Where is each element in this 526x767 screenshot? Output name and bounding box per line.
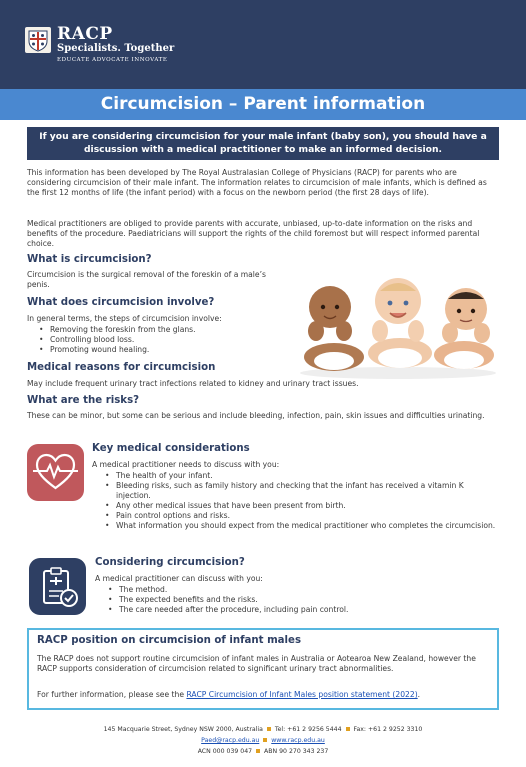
footer-email-link[interactable]: Paed@racp.edu.au [201, 737, 260, 744]
position-statement-box [27, 628, 499, 710]
clipboard-check-icon [29, 558, 86, 615]
separator-icon [263, 738, 267, 742]
separator-icon [346, 727, 350, 731]
logo-title: RACP [57, 24, 113, 44]
what-is-text: Circumcision is the surgical removal of the foreskin of a male’s penis. [27, 270, 266, 289]
intro-paragraph-2: Medical practitioners are obliged to provide parents with accurate, unbiased, up-to-date information on the risks and benefits of the procedure. Paediatricians will support the rights of the child foremost but will respect informed parental choice. [27, 219, 480, 248]
list-item: • The health of your infant. [103, 471, 498, 481]
key-considerations-lead: A medical practitioner needs to discuss with you: [92, 460, 280, 469]
involve-lead: In general terms, the steps of circumcision involve: [27, 314, 222, 323]
list-item: • What information you should expect from the medical practitioner who completes the circumcision. [103, 521, 498, 531]
involve-heading: What does circumcision involve? [27, 297, 215, 308]
babies-illustration [296, 265, 501, 380]
racp-crest-icon [25, 27, 51, 53]
list-item: • Promoting wound healing. [37, 345, 287, 355]
footer-registration-line [0, 748, 526, 755]
footer-links-line [0, 737, 526, 744]
list-item: • The expected benefits and the risks. [106, 595, 496, 605]
involve-list [37, 325, 287, 355]
risks-heading: What are the risks? [27, 395, 140, 406]
separator-icon [256, 749, 260, 753]
footer-fax: Fax: +61 2 9252 3310 [353, 726, 423, 733]
page-title: Circumcision – Parent information [100, 94, 426, 114]
reasons-heading: Medical reasons for circumcision [27, 362, 216, 373]
list-item: • Removing the foreskin from the glans. [37, 325, 287, 335]
footer-address: 145 Macquarie Street, Sydney NSW 2000, Australia [103, 726, 263, 733]
considering-list [106, 585, 496, 615]
key-considerations-list [103, 471, 498, 531]
heart-monitor-icon [27, 444, 84, 501]
considering-lead: A medical practitioner can discuss with you: [95, 574, 263, 583]
callout-banner: If you are considering circumcision for your male infant (baby son), you should have a discussion with a medical practitioner to make an informed decision. [27, 127, 499, 160]
separator-icon [267, 727, 271, 731]
risks-text: These can be minor, but some can be serious and include bleeding, infection, pain, skin issues and difficulties urinating. [27, 411, 485, 420]
list-item: • Controlling blood loss. [37, 335, 287, 345]
reasons-text: May include frequent urinary tract infections related to kidney and urinary tract issues. [27, 379, 359, 388]
logo-tagline: EDUCATE ADVOCATE INNOVATE [57, 57, 168, 63]
list-item: • Bleeding risks, such as family history and checking that the infant has received a vitamin K injection. [103, 481, 498, 501]
intro-paragraph-1: This information has been developed by The Royal Australasian College of Physicians (RACP) for parents who are considering circumcision of their male infant. The information relates to circumcision of male infants, which is defined as the first 12 months of life (the infant period) with a focus on the newborn period (the first 28 days of life). [27, 168, 487, 197]
footer-contact-line [0, 726, 526, 733]
list-item: • The care needed after the procedure, including pain control. [106, 605, 496, 615]
header-banner [0, 0, 526, 89]
position-text: The RACP does not support routine circumcision of infant males in Australia or Aotearoa New Zealand, however the RACP supports consideration of circumcision related to significant urinary tract abnormalities. [37, 654, 476, 673]
footer-acn: ACN 000 039 047 [197, 748, 253, 755]
logo-subtitle: Specialists. Together [57, 43, 175, 54]
list-item: • The method. [106, 585, 496, 595]
footer-abn: ABN 90 270 343 237 [264, 748, 329, 755]
title-band [0, 89, 526, 120]
list-item: • Pain control options and risks. [103, 511, 498, 521]
list-item: • Any other medical issues that have been present from birth. [103, 501, 498, 511]
footer-tel: Tel: +61 2 9256 5444 [274, 726, 342, 733]
position-further-info: For further information, please see the RACP Circumcision of Infant Males position statement (2022). [37, 690, 421, 699]
considering-heading: Considering circumcision? [95, 557, 245, 568]
what-is-heading: What is circumcision? [27, 254, 152, 265]
key-considerations-heading: Key medical considerations [92, 443, 250, 454]
position-statement-link[interactable]: RACP Circumcision of Infant Males position statement (2022) [186, 690, 418, 699]
position-heading: RACP position on circumcision of infant males [37, 635, 302, 646]
footer-web-link[interactable]: www.racp.edu.au [271, 737, 325, 744]
